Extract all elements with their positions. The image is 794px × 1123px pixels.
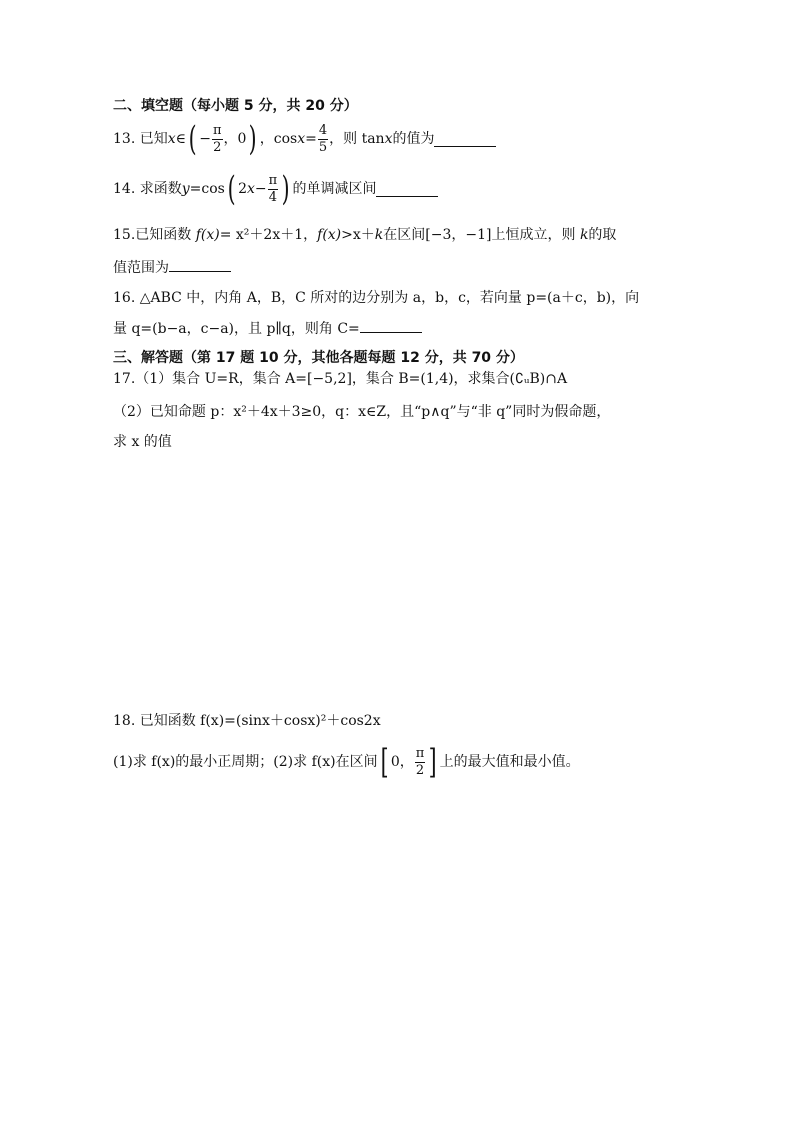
question-16-line-1: 16. △ABC 中，内角 A，B，C 所对的边分别为 a，b，c，若向量 p=(a＋c，b)，向: [113, 290, 640, 306]
q18-two: 2: [415, 762, 425, 778]
q16-answer-blank[interactable]: [360, 318, 422, 333]
question-17-line-2: （2）已知命题 p：x²＋4x＋3≥0，q：x∈Z，且“p∧q”与“非 q”同时为假命题，: [113, 404, 611, 420]
q18-fraction-pi-2: [415, 746, 426, 779]
q14-two: 2: [238, 181, 248, 197]
q14-minus: −: [254, 181, 267, 197]
q13-right-paren: ): [249, 119, 258, 159]
q13-minus: −: [199, 131, 211, 147]
q13-pi: π: [213, 122, 222, 138]
q15-gt: >x＋: [341, 227, 375, 243]
q14-var-x: x: [247, 181, 255, 197]
question-15-line-1: [113, 225, 616, 245]
q18-zero: 0，: [390, 754, 414, 770]
q15-end: 的取: [588, 227, 617, 243]
q14-var-y: y: [181, 181, 190, 197]
q13-answer-blank[interactable]: [434, 132, 496, 147]
q15-f2: f: [317, 227, 323, 243]
q15-answer-blank[interactable]: [169, 257, 231, 272]
q13-suffix: 的值为: [392, 131, 435, 147]
q14-left-paren: (: [227, 169, 236, 209]
q15-f: f: [195, 227, 201, 243]
q13-fraction-4-5: [318, 123, 328, 156]
q13-var-x2: x: [297, 131, 306, 147]
q18-prefix: (1)求 f(x)的最小正周期；(2)求 f(x)在区间: [113, 754, 378, 770]
q15-rest: 在区间[−3，−1]上恒成立，则: [383, 227, 580, 243]
q13-zero: ，0: [223, 131, 247, 147]
question-16-line-2: [113, 318, 422, 339]
question-14: [113, 168, 438, 210]
question-13: [113, 118, 496, 160]
q15-expr: = x²＋2x＋1，: [219, 227, 318, 243]
q18-left-bracket: [: [380, 742, 389, 782]
question-17-line-3: 求 x 的值: [113, 434, 172, 450]
q13-prefix: 13. 已知: [113, 131, 168, 147]
q18-suffix: 上的最大值和最小值。: [439, 754, 580, 770]
q14-suffix: 的单调减区间: [292, 181, 377, 197]
q15-x2: (x): [322, 227, 342, 243]
q13-in: ∈: [175, 131, 186, 147]
section-3-header: 三、解答题（第 17 题 10 分，其他各题每题 12 分，共 70 分）: [113, 350, 524, 366]
q14-four: 4: [268, 189, 278, 205]
q14-fraction-pi-4: [268, 173, 279, 206]
q13-num4: 4: [318, 122, 328, 138]
q15-x: (x): [200, 227, 220, 243]
q14-answer-blank[interactable]: [376, 182, 438, 197]
q13-cos: ，cos: [259, 131, 298, 147]
q15-line2-text: 值范围为: [113, 260, 169, 276]
q15-k: k: [374, 227, 384, 243]
q13-two: 2: [213, 139, 222, 155]
q14-prefix: 14. 求函数: [113, 181, 182, 197]
q13-tan: ，则 tan: [329, 131, 385, 147]
q15-k2: k: [579, 227, 589, 243]
q13-den5: 5: [318, 139, 328, 155]
q13-eq: =: [305, 131, 317, 147]
question-18-line-1: 18. 已知函数 f(x)=(sinx＋cosx)²＋cos2x: [113, 713, 381, 729]
section-2-header: 二、填空题（每小题 5 分，共 20 分）: [113, 98, 358, 114]
q13-var-x3: x: [384, 131, 393, 147]
q14-right-paren: ): [281, 169, 290, 209]
q16-line2-text: 量 q=(b−a，c−a)，且 p∥q，则角 C=: [113, 321, 360, 337]
q15-prefix: 15.已知函数: [113, 227, 196, 243]
question-17-line-1: 17.（1）集合 U=R，集合 A=[−5,2]，集合 B=(1,4)，求集合(∁ᵤB)∩A: [113, 371, 568, 387]
question-18-line-2: [113, 740, 580, 784]
q14-eq-cos: =cos: [189, 181, 225, 197]
q18-pi: π: [415, 745, 425, 761]
question-15-line-2: [113, 257, 231, 278]
q13-fraction-pi-2: [212, 123, 223, 156]
q13-left-paren: (: [188, 119, 197, 159]
q13-var-x: x: [167, 131, 176, 147]
q14-pi: π: [268, 172, 278, 188]
q18-right-bracket: ]: [428, 742, 437, 782]
